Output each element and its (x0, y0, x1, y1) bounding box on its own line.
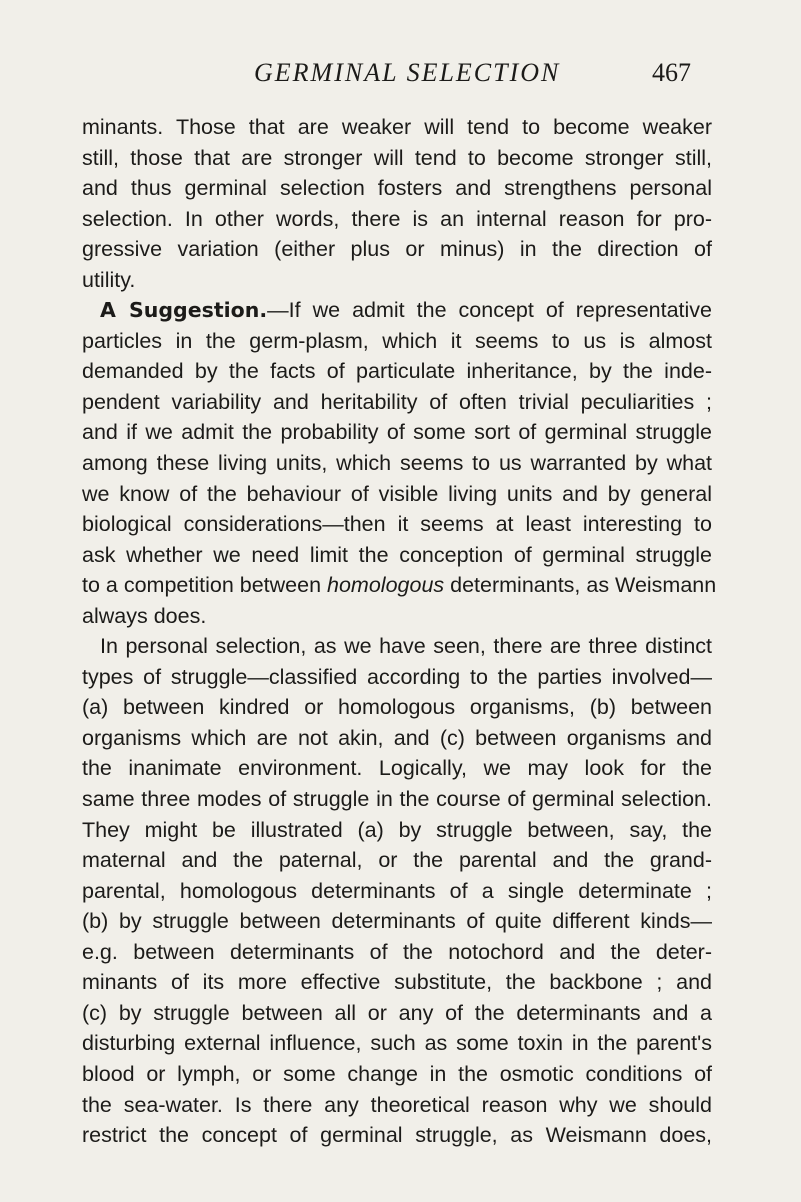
text-line: and if we admit the probability of some sort of germinal struggle (82, 420, 712, 445)
text-line: always does. (82, 603, 207, 628)
text-line: restrict the concept of germinal struggle, as Weismann does, (82, 1123, 712, 1148)
text-line: biological considerations—then it seems at least interesting to (82, 512, 712, 537)
text-line: blood or lymph, or some change in the osmotic conditions of (82, 1061, 712, 1086)
text-line: ask whether we need limit the conception of germinal struggle (82, 542, 712, 567)
running-title: GERMINAL SELECTION (254, 58, 561, 87)
text-line: e.g. between determinants of the notochord and the deter- (82, 939, 712, 964)
line-text: —If we admit the concept of representative (267, 298, 712, 323)
text-line: pendent variability and heritability of often trivial peculiarities ; (82, 389, 712, 414)
text-line: same three modes of struggle in the course of germinal selection. (82, 787, 712, 812)
text-line: gressive variation (either plus or minus) in the direction of (82, 237, 712, 262)
page-number: 467 (652, 58, 691, 87)
text-line: utility. (82, 267, 136, 292)
text-line: (c) by struggle between all or any of the determinants and a (82, 1000, 712, 1025)
text-line: among these living units, which seems to us warranted by what (82, 451, 712, 476)
text-line: still, those that are stronger will tend to become stronger still, (82, 145, 712, 170)
text-line (82, 295, 712, 326)
line-text: to a competition between (82, 573, 328, 598)
page-header (0, 58, 801, 98)
text-line: particles in the germ-plasm, which it seems to us is almost (82, 328, 712, 353)
text-line: types of struggle—classified according to the parties involved— (82, 664, 712, 689)
text-line: parental, homologous determinants of a single determinate ; (82, 878, 712, 903)
section-heading: A Suggestion. (100, 298, 268, 323)
text-line: the inanimate environment. Logically, we may look for the (82, 756, 712, 781)
text-line: They might be illustrated (a) by struggle between, say, the (82, 817, 712, 842)
text-line: In personal selection, as we have seen, there are three distinct (100, 634, 712, 659)
line-text: determinants, as Weismann (444, 573, 717, 598)
text-line: minants of its more effective substitute, the backbone ; and (82, 970, 712, 995)
text-line: (a) between kindred or homologous organisms, (b) between (82, 695, 712, 720)
text-line: minants. Those that are weaker will tend to become weaker (82, 115, 712, 139)
text-line: we know of the behaviour of visible living units and by general (82, 481, 712, 506)
text-line: organisms which are not akin, and (c) between organisms and (82, 725, 712, 750)
body-text (82, 112, 717, 1151)
italic-term: homologous (327, 573, 445, 598)
text-line: maternal and the paternal, or the parental and the grand- (82, 848, 712, 873)
text-line: (b) by struggle between determinants of quite different kinds— (82, 909, 712, 934)
text-line: demanded by the facts of particulate inheritance, by the inde- (82, 359, 712, 384)
text-line: disturbing external influence, such as some toxin in the parent's (82, 1031, 712, 1056)
text-line: and thus germinal selection fosters and strengthens personal (82, 176, 712, 201)
text-line: the sea-water. Is there any theoretical reason why we should (82, 1092, 712, 1117)
text-line: selection. In other words, there is an internal reason for pro- (82, 206, 712, 231)
text-line (82, 570, 717, 601)
